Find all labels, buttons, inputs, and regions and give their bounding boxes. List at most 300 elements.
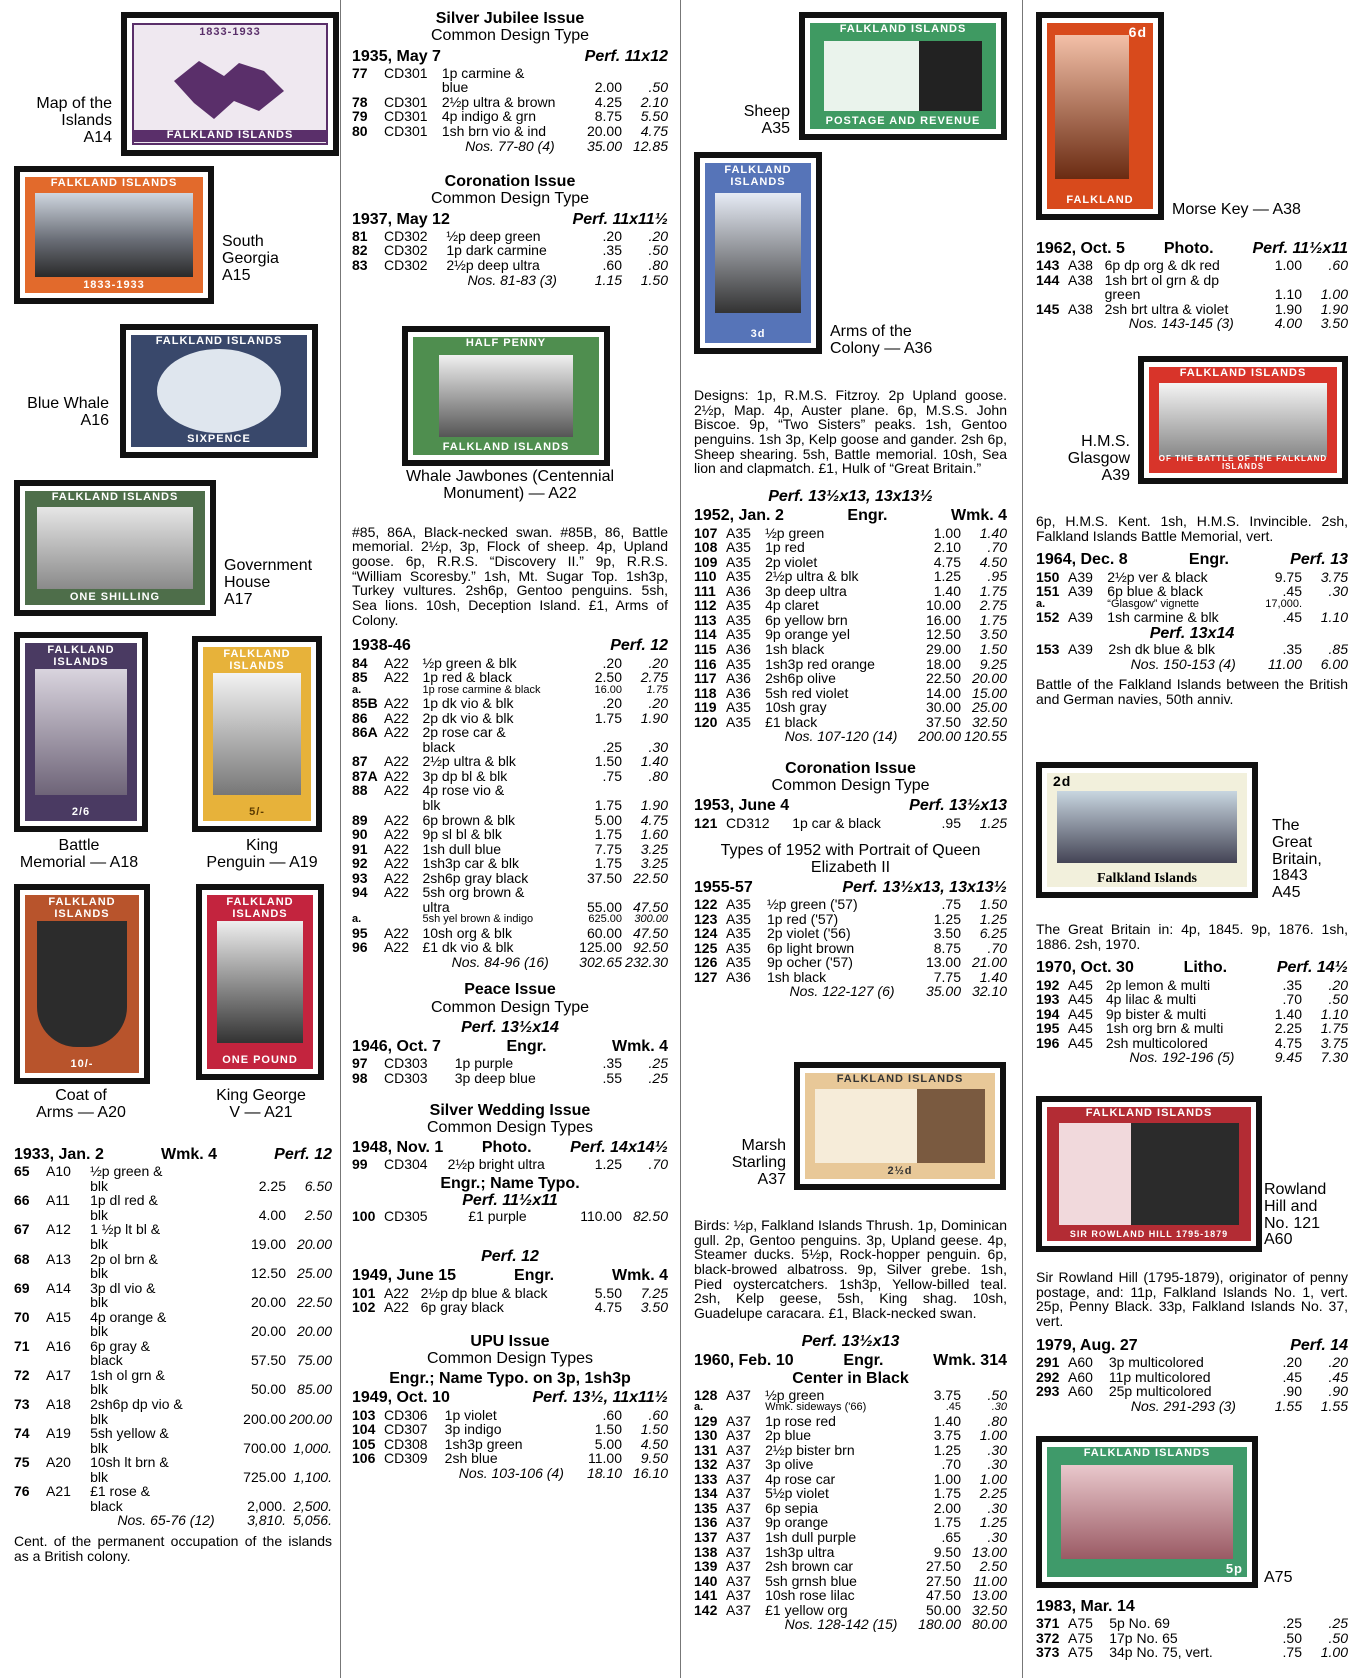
table-cell: A12 [46,1221,71,1238]
table-cell: .20 [648,227,668,244]
table-cell: A35 [726,896,751,912]
table-row [352,926,668,941]
table-total-row [1036,316,1348,331]
table-cell [1068,1399,1103,1414]
table-cell: 2sh blue [444,1450,498,1467]
table-cell: 16.00 [925,611,961,628]
table-cell: A15 [46,1308,71,1325]
table-cell: CD312 [726,814,770,831]
table-cell: .65 [941,1528,961,1545]
table-cell: 86A [352,724,378,741]
table-cell: 66 [14,1192,30,1209]
table-cell: CD303 [384,1070,428,1087]
table-cell: £1 yellow org [765,1601,848,1618]
table-row [694,715,1007,730]
stamp-a45-great-britain: 2d Falkland Islands [1036,762,1258,898]
table-cell: 1p red [765,539,805,556]
table-cell: .50 [648,242,668,259]
table-cell: CD301 [384,93,428,110]
table-cell: 50.00 [925,1601,961,1618]
caption-a60: Rowland Hill and No. 121 A60 [1264,1181,1327,1249]
table-cell: 8.75 [594,108,622,125]
table-cell: 35.00 [925,983,961,1000]
table-total-row [352,139,668,154]
table-cell: 1sh3p red orange [765,655,875,672]
table-cell: 1.00 [979,1470,1007,1487]
column-3 [694,0,1007,1678]
caption-a18: Battle Memorial — A18 [19,837,139,871]
table-cell: A45 [1068,976,1093,993]
issue-line: 1955-57 Perf. 13½x13, 13x13½ [694,878,1007,896]
stamp-a14-map: 1833-1933 FALKLAND ISLANDS [121,12,339,156]
table-cell: A22 [384,767,409,784]
table-cell: A75 [1068,1644,1093,1661]
table-cell: 6p blue & black [1107,583,1204,600]
issue-line: 1946, Oct. 7 Engr. Wmk. 4 [352,1038,668,1056]
table-total-row [694,984,1007,999]
table-row [694,657,1007,672]
table-cell: 108 [694,539,718,556]
table-cell: 1.25 [933,910,961,927]
table-cell: 4.75 [640,811,668,828]
table-cell: 2½p ultra & blk [422,753,516,770]
caption-a15: South Georgia A15 [222,233,279,284]
table-cell: .60 [602,256,622,273]
table-row [694,1530,1007,1545]
table-cell: 1.00 [933,524,961,541]
table-row [352,109,668,124]
table-cell: 2.00 [594,79,622,96]
table-cell: 20.00 [250,1323,286,1340]
table-cell: 9.75 [1274,568,1302,585]
table-cell: CD302 [384,256,428,273]
table-cell: 47.50 [632,898,668,915]
table-cell: 16.10 [632,1464,668,1481]
table-cell: 372 [1036,1629,1060,1646]
table-row [694,1388,1007,1403]
table-cell: 74 [14,1425,30,1442]
issue-line: 1933, Jan. 2 Wmk. 4 Perf. 12 [14,1146,332,1163]
table-cell: 1.40 [640,753,668,770]
table-cell: 80.00 [971,1616,1007,1633]
table-cell: 2sh brown car [765,1558,854,1575]
caption-a45: The Great Britain, 1843 A45 [1272,817,1322,902]
stamp-listing-table [352,1056,668,1085]
table-cell: 11p multicolored [1108,1368,1211,1385]
table-cell: A38 [1068,257,1093,274]
table-cell: .35 [602,242,622,259]
table-cell: 1.40 [933,582,961,599]
table-cell: Nos. 122-127 (6) [789,983,895,1000]
house-scene [37,507,193,589]
table-cell: £1 purple [468,1208,527,1225]
table-cell: .35 [602,1055,622,1072]
table-cell: 1sh dull purple [765,1528,857,1545]
table-cell: 75.00 [296,1352,332,1369]
table-row [694,1457,1007,1472]
definitives-1960: Birds: ½p, Falkland Islands Thrush. 1p, Dominican gull. 2p, Gentoo penguins. 3p, Upland geese. 4p, Steamer ducks. 5½p, Rock-hopper penguin. 6p, black-browed albatross. 9p, Silver grebe. 1sh, Pied oystercatchers. 1sh3p, Yellow-billed teal. 2sh, Kelp geese, 5sh, King shag. 10sh, Guadelupe caracara. £1, Black-necked swan. Perf. 13½x13 1960, Feb. 10 Engr. Wmk. 314 Center in Black 128 A37 ½p green 3.75 .50 a. Wmk. sideways ('66) .45 .30 129 A37 1p rose red 1.40 .80 130 A37 2p blue 3.75 1.00 131 A37 2½p bister brn 1.25 .30 132 A37 3p olive .70 .30 133 A37 4p rose car 1.00 1.00 134 A37 5½p violet 1.75 2.25 135 A37 6p sepia 2.00 .30 136 A37 9p orange 1.75 1.25 137 A37 1sh dull purple .65 .30 138 A37 1sh3p ultra 9.50 13.00 139 A37 2sh brown car 27.50 2.50 140 A37 5sh grnsh blue 27.50 11.00 141 A37 10sh rose lilac 47.50 13.00 142 A37 £1 yellow org 50.00 32.50 Nos. 128-142 (15) 180.00 80.00 [694,1217,1007,1633]
table-cell: 4p rose vio & blk [422,782,505,813]
table-cell: 2.75 [640,669,668,686]
table-cell: 6.50 [304,1177,332,1194]
stamp-listing-table [352,66,668,153]
table-cell: a. [352,683,362,696]
table-row [1036,610,1348,625]
table-cell: 29.00 [925,641,961,658]
table-cell: 1sh brn vio & ind [441,122,547,139]
table-cell: 1.75 [594,826,622,843]
table-cell: 2½p dp blue & black [420,1284,548,1301]
table-cell: 18.00 [925,655,961,672]
table-cell: 1p rose red [765,1412,836,1429]
stamp-listing-table [1036,570,1348,625]
table-cell: A37 [726,1601,751,1618]
table-cell: 153 [1036,640,1060,657]
table-cell: 150 [1036,568,1060,585]
table-cell: .50 [1328,991,1348,1008]
table-cell: 1.90 [1320,300,1348,317]
table-row [1036,1631,1348,1646]
table-cell: 1sh dull blue [422,840,502,857]
table-cell: 1sh black [767,968,827,985]
table-cell: 96 [352,939,368,956]
issue-line: 1960, Feb. 10 Engr. Wmk. 314 [694,1352,1007,1370]
table-cell: Nos. 107-120 (14) [784,728,898,745]
table-cell: 1.50 [979,641,1007,658]
table-cell: A35 [726,925,751,942]
table-cell: 2p ol brn & blk [90,1250,158,1282]
table-cell: 2.10 [640,93,668,110]
table-row [694,1486,1007,1501]
table-cell [694,984,726,999]
morse-scene [1055,35,1129,179]
table-cell: 1sh carmine & blk [1107,609,1219,626]
table-row [14,1484,332,1513]
table-row [1036,978,1348,993]
issue-1933 [14,1144,332,1569]
table-cell: 73 [14,1396,30,1413]
table-cell: 4.50 [979,553,1007,570]
table-cell: 1p red ('57) [767,910,839,927]
stamp-a60-rowland-hill: FALKLAND ISLANDS SIR ROWLAND HILL 1795-1879 [1036,1096,1262,1252]
table-row [694,642,1007,657]
table-cell: 17,000. [1265,597,1302,610]
table-cell: 6p brown & blk [422,811,516,828]
table-cell: A45 [1068,1034,1093,1051]
table-cell: 2½p deep ultra [446,256,540,273]
table-cell: .25 [648,1055,668,1072]
table-cell: A35 [726,597,751,614]
table-cell: A22 [384,811,409,828]
table-cell: 2.00 [933,1499,961,1516]
table-cell: 2.25 [258,1177,286,1194]
table-cell: 93 [352,869,368,886]
table-row [694,1501,1007,1516]
stamp-a37-marsh-starling: FALKLAND ISLANDS 2½d [794,1062,1006,1190]
table-cell: 1.40 [933,1412,961,1429]
table-cell: 6p yellow brn [765,611,848,628]
table-cell: 37.50 [925,713,961,730]
table-row [1036,1370,1348,1385]
table-cell: 3.50 [933,925,961,942]
table-cell: A75 [1068,1615,1093,1632]
table-cell: 3.50 [640,1299,668,1316]
table-cell: 12.85 [632,137,668,154]
table-cell: A35 [726,699,751,716]
table-cell: A45 [1068,1020,1093,1037]
table-row [352,885,668,914]
caption-a21: King George V — A21 [216,1087,306,1121]
table-cell: 3.25 [640,855,668,872]
table-cell: A22 [384,939,409,956]
caption-a39: H.M.S. Glasgow A39 [1067,433,1130,484]
stamp-listing-table [694,897,1007,999]
table-cell: 107 [694,524,718,541]
table-cell [726,984,761,999]
table-cell: 3p dp bl & blk [422,767,508,784]
table-cell: A37 [726,1528,751,1545]
table-cell: 95 [352,924,368,941]
table-cell: 2sh dk blue & blk [1108,640,1216,657]
table-cell: 1.50 [594,753,622,770]
table-cell [726,729,759,744]
table-cell: A37 [726,1470,751,1487]
table-cell: 4p indigo & grn [441,108,536,125]
table-cell: 116 [694,655,717,672]
table-cell: 1p dark carmine [446,242,547,259]
table-cell: 2.75 [979,597,1007,614]
table-cell [1036,657,1068,672]
table-cell: A39 [1068,568,1093,585]
table-cell: A35 [726,939,751,956]
table-cell: A38 [1068,271,1093,288]
table-cell: ½p green & blk [90,1163,163,1194]
table-cell: 2sh6p olive [765,670,836,687]
table-cell: 1.55 [1320,1397,1348,1414]
table-cell: 16.00 [594,683,622,696]
table-cell: .50 [1328,1629,1348,1646]
table-cell: 119 [694,699,717,716]
table-cell: 13.00 [971,1543,1007,1560]
silver-jubilee-section: Silver Jubilee Issue Common Design Type 1935, May 7 Perf. 11x12 77 CD301 1p carmine & blue 2.00 .50 78 CD301 2½p ultra & brown 4.25 2.10 79 CD301 4p indigo & grn 8.75 5.50 80 CD301 1sh brn vio & ind 20.00 4.75 Nos. 77-80 (4) 35.00 12.85 Coronation Issue Common Design Type 1937, May 12 Perf. 11x11½ 81 CD302 ½p deep green .20 .20 82 CD302 1p dark carmine .35 .50 83 CD302 2½p deep ultra .60 .80 Nos. 81-83 (3) 1.15 1.50 [352,10,668,288]
table-cell: A22 [384,654,409,671]
stamp-listing-table [352,656,668,970]
table-cell: 2.25 [979,1485,1007,1502]
stamp-listing-table [352,1286,668,1315]
table-row [352,940,668,955]
table-cell: 3.75 [933,1427,961,1444]
table-cell: 3,810. [247,1512,286,1529]
table-cell: 2½p ultra & blk [765,568,859,585]
table-cell: .35 [1282,976,1302,993]
table-cell: 5.00 [594,811,622,828]
table-cell: .50 [987,1386,1007,1403]
table-cell: 90 [352,826,368,843]
table-cell [46,1513,84,1528]
table-row [352,783,668,812]
stamp-a38-morse-key: 6d FALKLAND [1036,12,1164,220]
table-cell: 373 [1036,1644,1060,1661]
table-cell: 130 [694,1427,718,1444]
table-cell: 9p orange [765,1514,829,1531]
table-cell: 293 [1036,1383,1060,1400]
table-cell: A35 [726,553,751,570]
table-total-row [14,1513,332,1528]
table-cell: 4.75 [933,553,961,570]
table-cell: .25 [1328,1615,1348,1632]
table-cell: 3p olive [765,1456,814,1473]
table-cell: A37 [726,1485,751,1502]
issue-line: 1983, Mar. 14 [1036,1598,1135,1615]
table-row [14,1310,332,1339]
table-cell: 7.30 [1320,1049,1348,1066]
table-cell: 99 [352,1156,368,1173]
table-cell: 11.00 [973,1572,1007,1589]
table-row [352,711,668,726]
table-cell: Nos. 128-142 (15) [784,1616,898,1633]
table-cell: A45 [1068,991,1093,1008]
table-cell: ½p green [765,1386,825,1403]
table-row [694,569,1007,584]
table-cell: 55.00 [586,898,622,915]
table-cell: 1,000. [293,1439,332,1456]
table-cell: 82 [352,242,368,259]
table-cell: A35 [726,524,751,541]
issue-1964: 6p, H.M.S. Kent. 1sh, H.M.S. Invincible. 2sh, Falkland Islands Battle Memorial, vert. 1964, Dec. 8 Engr. Perf. 13 150 A39 2½p ver & black 9.75 3.75 151 A39 6p blue & black .45 .30 a. “Glasgow” vignette 17,000. 152 A39 1sh carmine & blk .45 1.10 Perf. 13x14 153 A39 2sh dk blue & blk .35 .85 Nos. 150-153 (4) 11.00 6.00 Battle of the Falkland Islands between the British and German navies, 50th anniv. [1036,513,1348,707]
table-cell: 151 [1036,583,1060,600]
table-row [694,700,1007,715]
table-cell: 3.50 [1320,315,1348,332]
table-cell: 5sh org brown & ultra [422,884,525,915]
table-cell: CD309 [384,1450,428,1467]
stamp-a15-south-georgia: FALKLAND ISLANDS 1833-1933 [14,166,214,304]
table-cell [384,955,416,970]
table-cell: 2p lemon & multi [1105,976,1211,993]
table-cell: 1.50 [640,271,668,288]
table-cell: 1.00 [1320,286,1348,303]
table-cell: 141 [694,1587,718,1604]
table-cell: 79 [352,108,368,125]
table-cell: 106 [352,1450,376,1467]
table-cell: .20 [602,654,622,671]
memorial-scene [35,669,127,795]
table-cell [352,273,384,288]
table-cell: .70 [987,939,1007,956]
table-cell: 118 [694,684,717,701]
stamp-a16-blue-whale: FALKLAND ISLANDS SIXPENCE [120,324,318,458]
table-cell: A22 [384,924,409,941]
table-cell: .90 [1282,1383,1302,1400]
table-cell: 2p violet ('56) [767,925,851,942]
caption-a37: Marsh Starling A37 [731,1137,786,1188]
table-cell: 1.75 [594,855,622,872]
table-row [352,1422,668,1437]
table-cell: A35 [726,713,751,730]
table-cell: 5sh yel brown & indigo [422,913,534,926]
table-row [14,1222,332,1251]
table-row [1036,1021,1348,1036]
table-cell [352,139,384,154]
table-cell: 2,000. [247,1497,286,1514]
table-cell: .20 [1328,976,1348,993]
table-cell: CD308 [384,1435,428,1452]
table-cell: 8.75 [933,939,961,956]
table-cell: 4.75 [594,1299,622,1316]
table-cell: 123 [694,910,718,927]
stamp-listing-table [352,1157,668,1172]
table-cell: .30 [987,1456,1007,1473]
column-divider [340,0,341,1678]
stamp-a17-government-house: FALKLAND ISLANDS ONE SHILLING [14,480,216,616]
table-cell: 135 [694,1499,718,1516]
table-cell: 19.00 [250,1236,286,1252]
table-row [1036,1384,1348,1399]
table-cell: Nos. 84-96 (16) [451,953,549,970]
table-cell: 34p No. 75, vert. [1109,1644,1213,1661]
table-row [14,1368,332,1397]
table-row [694,526,1007,541]
stamp-a35-sheep: FALKLAND ISLANDS POSTAGE AND REVENUE [799,12,1007,140]
table-cell: 3p deep ultra [765,582,847,599]
table-cell: 91 [352,840,368,857]
table-row [694,1574,1007,1589]
table-cell: A22 [384,1284,409,1301]
table-cell: A16 [46,1337,71,1354]
table-cell: A38 [1068,300,1093,317]
caption-a20: Coat of Arms — A20 [36,1087,126,1121]
table-cell: 14.00 [925,684,961,701]
definitives-1938: Whale Jawbones (Centennial Monument) — A22 #85, 86A, Black-necked swan. #85B, 86, Battle memorial. 2½p, 3p, Flock of sheep. 4p, Upland goose. 6p, R.R.S. “Discovery II.” 9p, R.R.S. “William Scoresby.” 1sh, Mt. Sugar Top. 1sh3p, Turkey vultures. 2sh6p, Gentoo penguins. 5sh, Sea lions. 10sh, Deception Island. £1, Arms of Colony. 1938-46 Perf. 12 84 A22 ½p green & blk .20 .20 85 A22 1p red & black 2.50 2.75 a. 1p rose carmine & black 16.00 1.75 85B A22 1p dk vio & blk .20 .20 86 A22 2p dk vio & blk 1.75 1.90 86A A22 2p rose car & black .25 .30 87 A22 2½p ultra & blk 1.50 1.40 87A A22 3p dp bl & blk .75 .80 88 A22 4p rose vio & blk 1.75 1.90 89 A22 6p brown & blk 5.00 4.75 90 A22 9p sl bl & blk 1.75 1.60 91 A22 1sh dull blue 7.75 3.25 92 A22 1sh3p car & blk 1.75 3.25 93 A22 2sh6p gray black 37.50 22.50 94 A22 5sh org brown & ultra 55.00 47.50 a. 5sh yel brown & indigo 625.00 300.00 95 A22 10sh org & blk 60.00 47.50 96 A22 £1 dk vio & blk 125.00 92.50 Nos. 84-96 (16) 302.65 232.30 Peace Issue Common Design Type Perf. 13½x14 1946, Oct. 7 Engr. Wmk. 4 97 CD303 1p purple .35 .25 98 CD303 3p deep blue .55 .25 Silver Wedding Issue Common Design Types 1948, Nov. 1 Photo. Perf. 14x14½ 99 CD304 2½p bright ultra 1.25 .70 Engr.; Name Typo. Perf. 11½x11 100 CD305 £1 purple 110.00 82.50 Perf. 12 1949, June 15 Engr. Wmk. 4 101 A22 2½p dp blue & black 5.50 7.25 102 A22 6p gray black 4.75 3.50 UPU Issue Common Design Types Engr.; Name Typo. on 3p, 1sh3p 1949, Oct. 10 Perf. 13½, 11x11½ 103 CD306 1p violet .60 .60 104 CD307 3p indigo 1.50 1.50 105 CD308 1sh3p green 5.00 4.50 106 CD309 2sh blue 11.00 9.50 Nos. 103-106 (4) 18.10 16.10 [352,468,668,1481]
table-cell: 6p gray & black [90,1337,151,1369]
stamp-listing-table [1036,1616,1348,1660]
table-cell: .75 [941,896,961,912]
table-cell: 6.25 [979,925,1007,942]
table-cell: 124 [694,925,718,942]
starling-scene [815,1089,985,1163]
table-cell: .95 [941,814,961,831]
table-cell: 700.00 [243,1439,286,1456]
table-cell: 140 [694,1572,718,1589]
table-cell: 75 [14,1454,30,1471]
table-cell: 132 [694,1456,718,1473]
table-cell: ½p deep green [446,227,541,244]
table-cell: 15.00 [971,684,1007,701]
table-row [1036,1007,1348,1022]
issue-line: 1964, Dec. 8 Engr. Perf. 13 [1036,551,1348,569]
table-cell: 72 [14,1366,30,1383]
table-row [352,696,668,711]
map-of-islands-icon [154,41,304,131]
table-cell: 78 [352,93,368,110]
table-row [1036,1645,1348,1660]
caption-a38: Morse Key — A38 [1172,201,1301,218]
table-cell: 1sh org brn & multi [1105,1020,1224,1037]
table-cell: 137 [694,1528,718,1545]
table-cell: 17p No. 65 [1109,1629,1178,1646]
table-cell [384,139,436,154]
table-cell: 1.00 [1320,1644,1348,1661]
table-cell: A35 [726,954,751,971]
table-row [352,258,668,273]
table-row [694,970,1007,985]
table-cell: ½p green [765,524,825,541]
table-cell: 110 [694,568,717,585]
table-cell: 97 [352,1055,368,1072]
table-cell: 1.75 [646,683,668,696]
table-cell: 20.00 [586,122,622,139]
table-cell: 1.90 [640,709,668,726]
table-row [694,1545,1007,1560]
